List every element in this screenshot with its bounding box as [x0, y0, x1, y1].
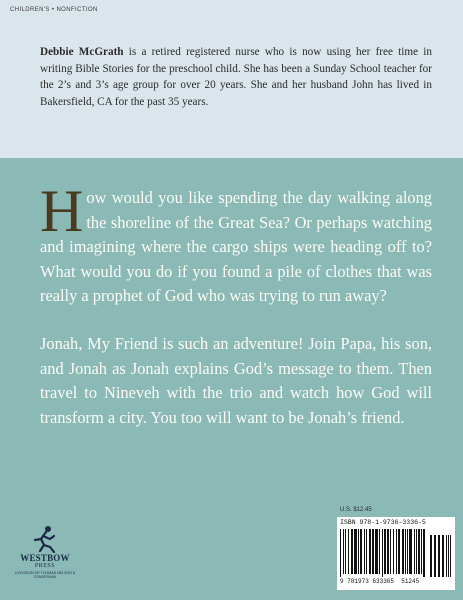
- barcode-bar: [369, 529, 371, 574]
- price-label: U.S. $12.45: [340, 507, 372, 513]
- barcode-bar: [364, 529, 365, 574]
- barcode-digits: [340, 578, 419, 585]
- author-bio-text: is a retired registered nurse who is now using her free time in writing Bible Stories for the preschool child. She has been a Sunday School teacher for the 2’s and 3’s age group for over 20 years. She and her husband John has lived in Bakersfield, CA for the past 35 years.: [40, 46, 432, 108]
- barcode-bar: [416, 529, 417, 574]
- bio-band: [0, 0, 463, 158]
- barcode-bar: [379, 529, 380, 574]
- author-name: Debbie McGrath: [40, 46, 124, 58]
- runner-icon: [10, 523, 80, 553]
- barcode-bar: [418, 529, 420, 574]
- author-bio: [40, 44, 432, 110]
- barcode-addon-bar: [448, 535, 449, 577]
- barcode-main-digits: 9 781973 633365: [340, 578, 395, 585]
- barcode-bar: [405, 529, 406, 574]
- barcode-addon-bar: [446, 535, 447, 577]
- isbn-text: ISBN 978-1-9736-3336-5: [340, 519, 426, 526]
- barcode-bar: [414, 529, 415, 574]
- blurb-paragraph-2: Jonah, My Friend is such an adventure! Join Papa, his son, and Jonah as Jonah explains God’s message to them. Then travel to Nineveh with the trio and watch how God will transform a city. You too will want to be Jonah’s friend.: [40, 333, 432, 427]
- barcode-bar: [382, 529, 383, 577]
- barcode-addon-bar: [442, 535, 444, 577]
- barcode-addon-bar: [434, 535, 436, 577]
- barcode-bar: [358, 529, 359, 574]
- barcode-bar: [396, 529, 397, 574]
- barcode-bars: [340, 529, 452, 577]
- publisher-name: WESTBOW: [20, 553, 70, 563]
- barcode-bar: [372, 529, 374, 574]
- barcode-bar: [421, 529, 422, 574]
- drop-cap: H: [40, 178, 84, 244]
- barcode-bar: [351, 529, 353, 574]
- barcode-bar: [345, 529, 346, 574]
- book-blurb: [40, 178, 432, 453]
- barcode-bar: [398, 529, 400, 574]
- barcode-bar: [343, 529, 344, 574]
- blurb-paragraph-1-text: ow would you like spending the day walking along the shoreline of the Great Sea? Or perhaps watching and imagining where the cargo ships were heading off to? What would you do if you found a pile of clothes that was really a prophet of God who was trying to run away?: [40, 188, 432, 306]
- barcode-bar: [354, 529, 357, 574]
- barcode-bar: [402, 529, 404, 574]
- barcode-bar: [423, 529, 425, 577]
- barcode-bar: [384, 529, 386, 574]
- barcode-addon: 51245: [401, 578, 420, 585]
- barcode-addon-bar: [450, 535, 451, 577]
- barcode-bar: [407, 529, 408, 574]
- category-label: CHILDREN'S • NONFICTION: [10, 7, 98, 13]
- barcode-bar: [340, 529, 341, 577]
- barcode-addon-bar: [438, 535, 440, 577]
- barcode-bar: [375, 529, 378, 574]
- publisher-subtitle: A DIVISION OF THOMAS NELSON & ZONDERVAN: [14, 571, 76, 580]
- barcode: [337, 517, 455, 590]
- barcode-bar: [387, 529, 389, 574]
- barcode-bar: [348, 529, 349, 574]
- blurb-paragraph-1: [40, 178, 432, 309]
- barcode-bar: [366, 529, 367, 574]
- barcode-addon-bar: [430, 535, 432, 577]
- barcode-bar: [360, 529, 362, 574]
- publisher-logo: [10, 523, 80, 593]
- barcode-bar: [409, 529, 412, 574]
- publisher-press: PRESS: [34, 563, 56, 569]
- barcode-bar: [390, 529, 391, 574]
- barcode-bar: [393, 529, 394, 574]
